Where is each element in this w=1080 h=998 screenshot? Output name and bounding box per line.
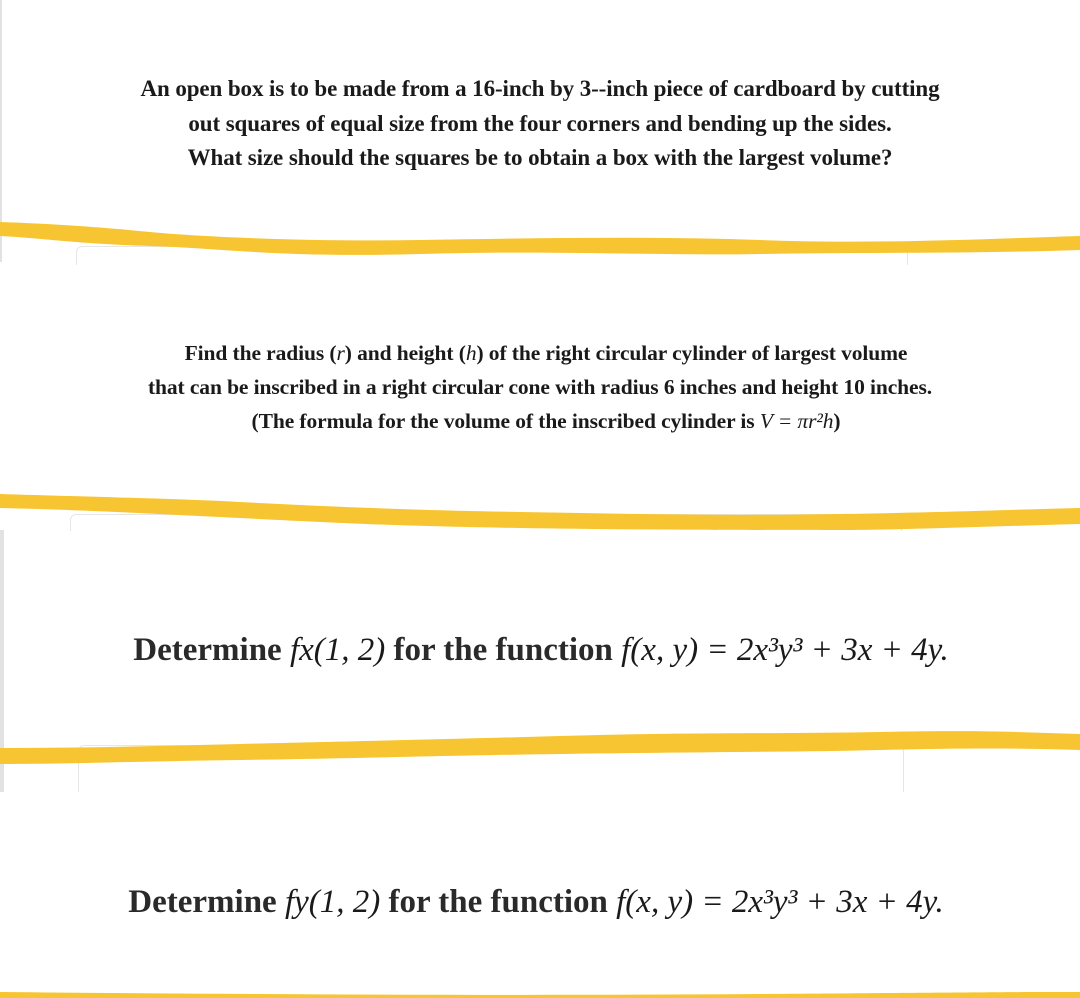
problem-partial-x — [0, 620, 1080, 680]
highlighter-stroke — [0, 992, 1080, 998]
problem-line: that can be inscribed in a right circular cone with radius 6 inches and height 10 inches. — [147, 375, 933, 399]
math-variable: r — [336, 341, 345, 365]
text-fragment: Find the radius ( — [184, 341, 337, 365]
volume-formula: V = πr²h — [759, 409, 834, 433]
card-top-edge — [76, 246, 908, 265]
problem-line: out squares of equal size from the four corners and bending up the sides. — [188, 110, 892, 136]
text-fragment: Determine — [128, 884, 285, 920]
problem-line: An open box is to be made from a 16-inch by 3--inch piece of cardboard by cutting — [140, 76, 940, 101]
text-fragment: Determine — [133, 632, 290, 668]
problem-line — [12, 404, 1080, 438]
problem-line — [12, 336, 1080, 370]
text-fragment: ) and height ( — [344, 341, 466, 365]
text-fragment: for the function — [380, 884, 617, 920]
problem-partial-y — [0, 872, 1080, 932]
card-top-edge — [78, 745, 904, 792]
text-fragment: ) — [833, 409, 841, 433]
text-fragment: for the function — [385, 632, 622, 668]
problem-open-box — [0, 72, 1080, 176]
text-fragment: ) of the right circular cylinder of largest volume — [476, 341, 908, 365]
problem-cylinder-in-cone — [0, 336, 1080, 438]
text-fragment: (The formula for the volume of the inscribed cylinder is — [251, 409, 760, 433]
problem-line: What size should the squares be to obtain a box with the largest volume? — [187, 145, 893, 170]
function-definition: f(x, y) = 2x³y³ + 3x + 4y. — [616, 884, 944, 920]
partial-derivative: fy(1, 2) — [284, 884, 381, 920]
partial-derivative: fx(1, 2) — [289, 632, 386, 668]
function-definition: f(x, y) = 2x³y³ + 3x + 4y. — [621, 632, 949, 668]
card-top-edge — [70, 514, 902, 531]
math-variable: h — [465, 341, 477, 365]
problem-line — [133, 620, 948, 680]
problem-line — [128, 872, 943, 932]
